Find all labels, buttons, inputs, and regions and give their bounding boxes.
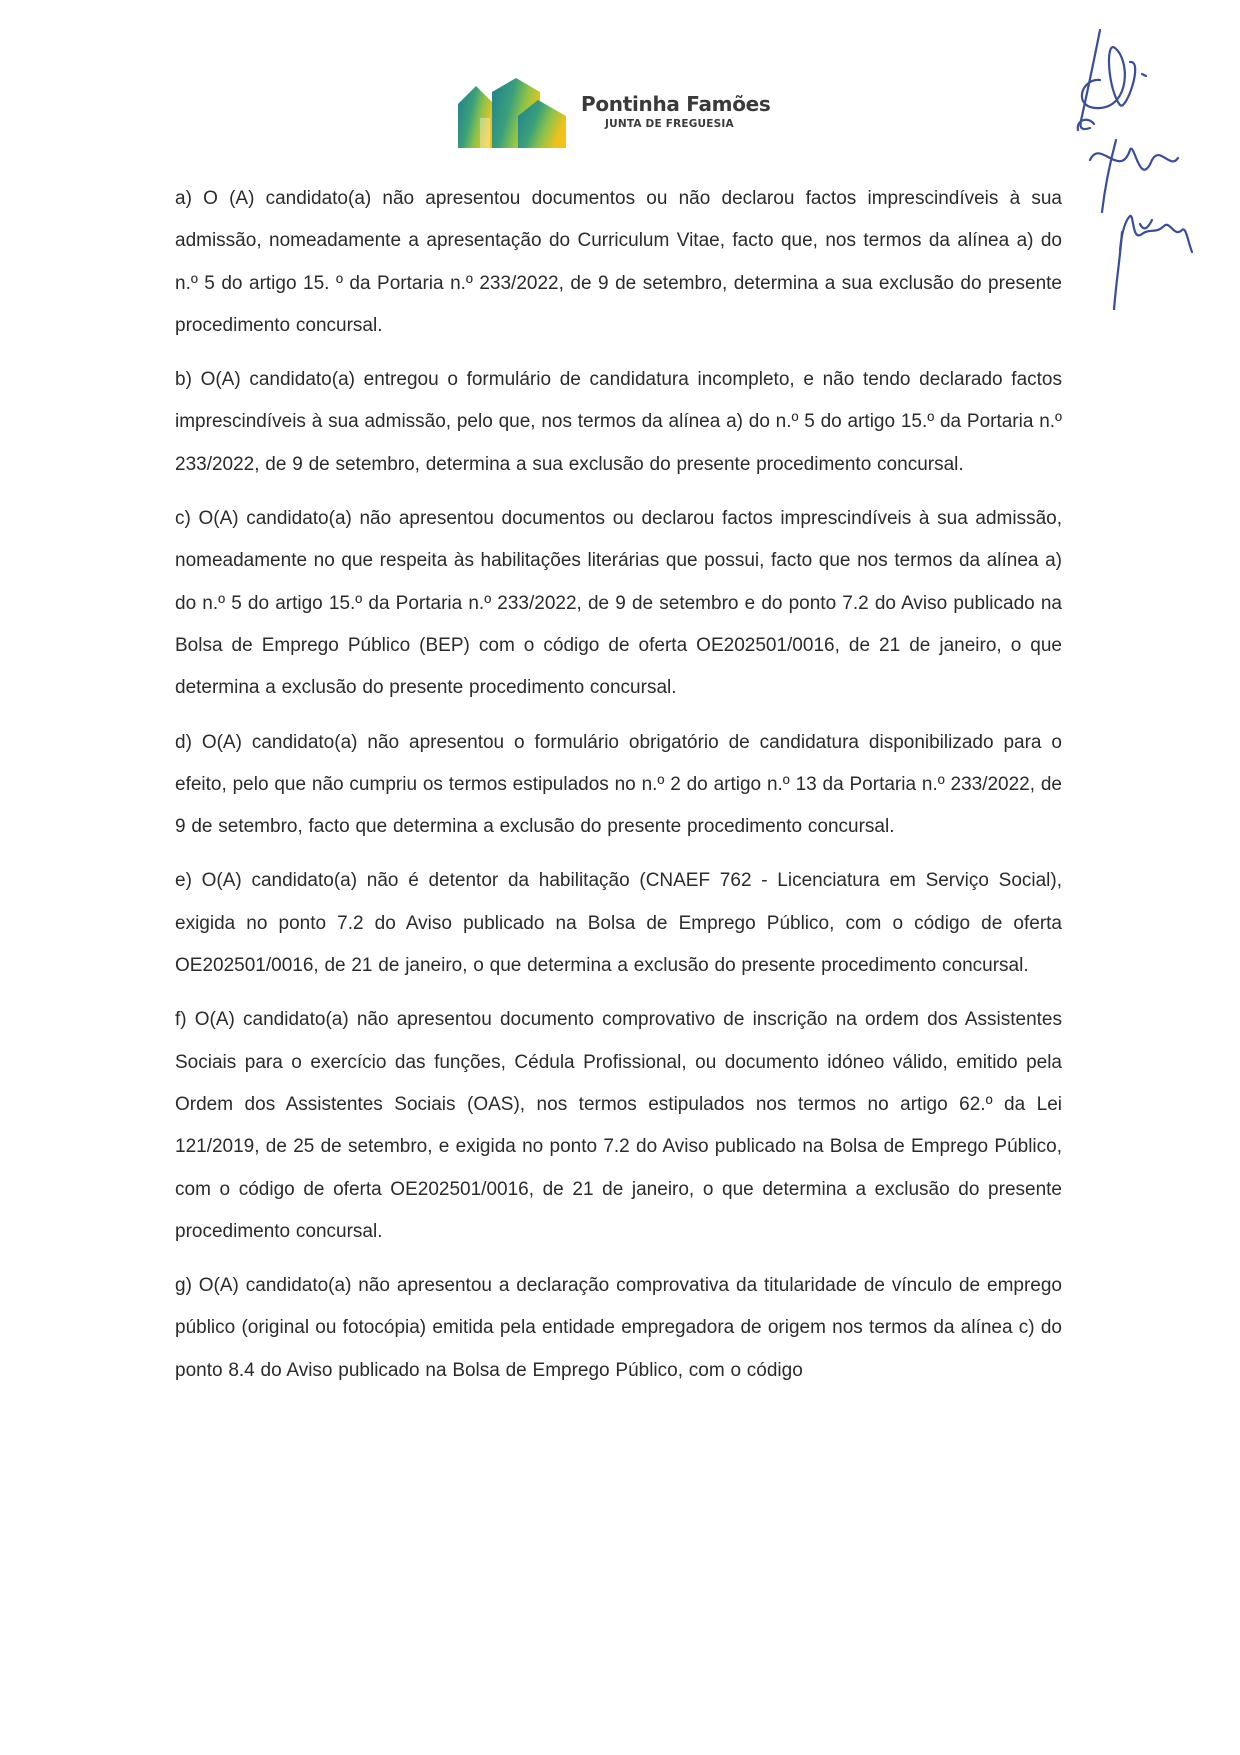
- paragraph-b: b) O(A) candidato(a) entregou o formulário de candidatura incompleto, e não tendo declarado factos imprescindíveis à sua admissão, pelo que, nos termos da alínea a) do n.º 5 do artigo 15.º da Portaria n.º 233/2022, de 9 de setembro, determina a sua exclusão do presente procedimento concursal.: [175, 369, 1062, 475]
- house-logo-icon: [456, 78, 568, 148]
- paragraph-a: a) O (A) candidato(a) não apresentou documentos ou não declarou factos imprescindíveis à sua admissão, nomeadamente a apresentação do Curriculum Vitae, facto que, nos termos da alínea a) do n.º 5 do artigo 15. º da Portaria n.º 233/2022, de 9 de setembro, determina a sua exclusão do presente procedimento concursal.: [175, 188, 1062, 336]
- handwritten-signature: [1060, 20, 1230, 310]
- paragraph-e: e) O(A) candidato(a) não é detentor da habilitação (CNAEF 762 - Licenciatura em Serviço Social), exigida no ponto 7.2 do Aviso publicado na Bolsa de Emprego Público, com o código de oferta OE202501/0016, de 21 de janeiro, o que determina a exclusão do presente procedimento concursal.: [175, 870, 1062, 977]
- paragraph-c: c) O(A) candidato(a) não apresentou documentos ou declarou factos imprescindíveis à sua admissão, nomeadamente no que respeita às habilitações literárias que possui, facto que nos termos da alínea a) do n.º 5 do artigo 15.º da Portaria n.º 233/2022, de 9 de setembro e do ponto 7.2 do Aviso publicado na Bolsa de Emprego Público (BEP) com o código de oferta OE202501/0016, de 21 de janeiro, o que determina a exclusão do presente procedimento concursal.: [175, 508, 1062, 699]
- org-name: Pontinha Famões: [581, 92, 771, 116]
- paragraph-g: g) O(A) candidato(a) não apresentou a declaração comprovativa da titularidade de vínculo de emprego público (original ou fotocópia) emitida pela entidade empregadora de origem nos termos da alínea c) do ponto 8.4 do Aviso publicado na Bolsa de Emprego Público, com o código: [175, 1275, 1062, 1381]
- document-body: [175, 178, 1062, 1404]
- org-subtitle: JUNTA DE FREGUESIA: [605, 118, 734, 130]
- paragraph-f: f) O(A) candidato(a) não apresentou documento comprovativo de inscrição na ordem dos Assistentes Sociais para o exercício das funções, Cédula Profissional, ou documento idóneo válido, emitido pela Ordem dos Assistentes Sociais (OAS), nos termos estipulados nos termos no artigo 62.º da Lei 121/2019, de 25 de setembro, e exigida no ponto 7.2 do Aviso publicado na Bolsa de Emprego Público, com o código de oferta OE202501/0016, de 21 de janeiro, o que determina a exclusão do presente procedimento concursal.: [175, 1009, 1062, 1242]
- header-logo: [456, 72, 776, 152]
- paragraph-d: d) O(A) candidato(a) não apresentou o formulário obrigatório de candidatura disponibilizado para o efeito, pelo que não cumpriu os termos estipulados no n.º 2 do artigo n.º 13 da Portaria n.º 233/2022, de 9 de setembro, facto que determina a exclusão do presente procedimento concursal.: [175, 731, 1062, 838]
